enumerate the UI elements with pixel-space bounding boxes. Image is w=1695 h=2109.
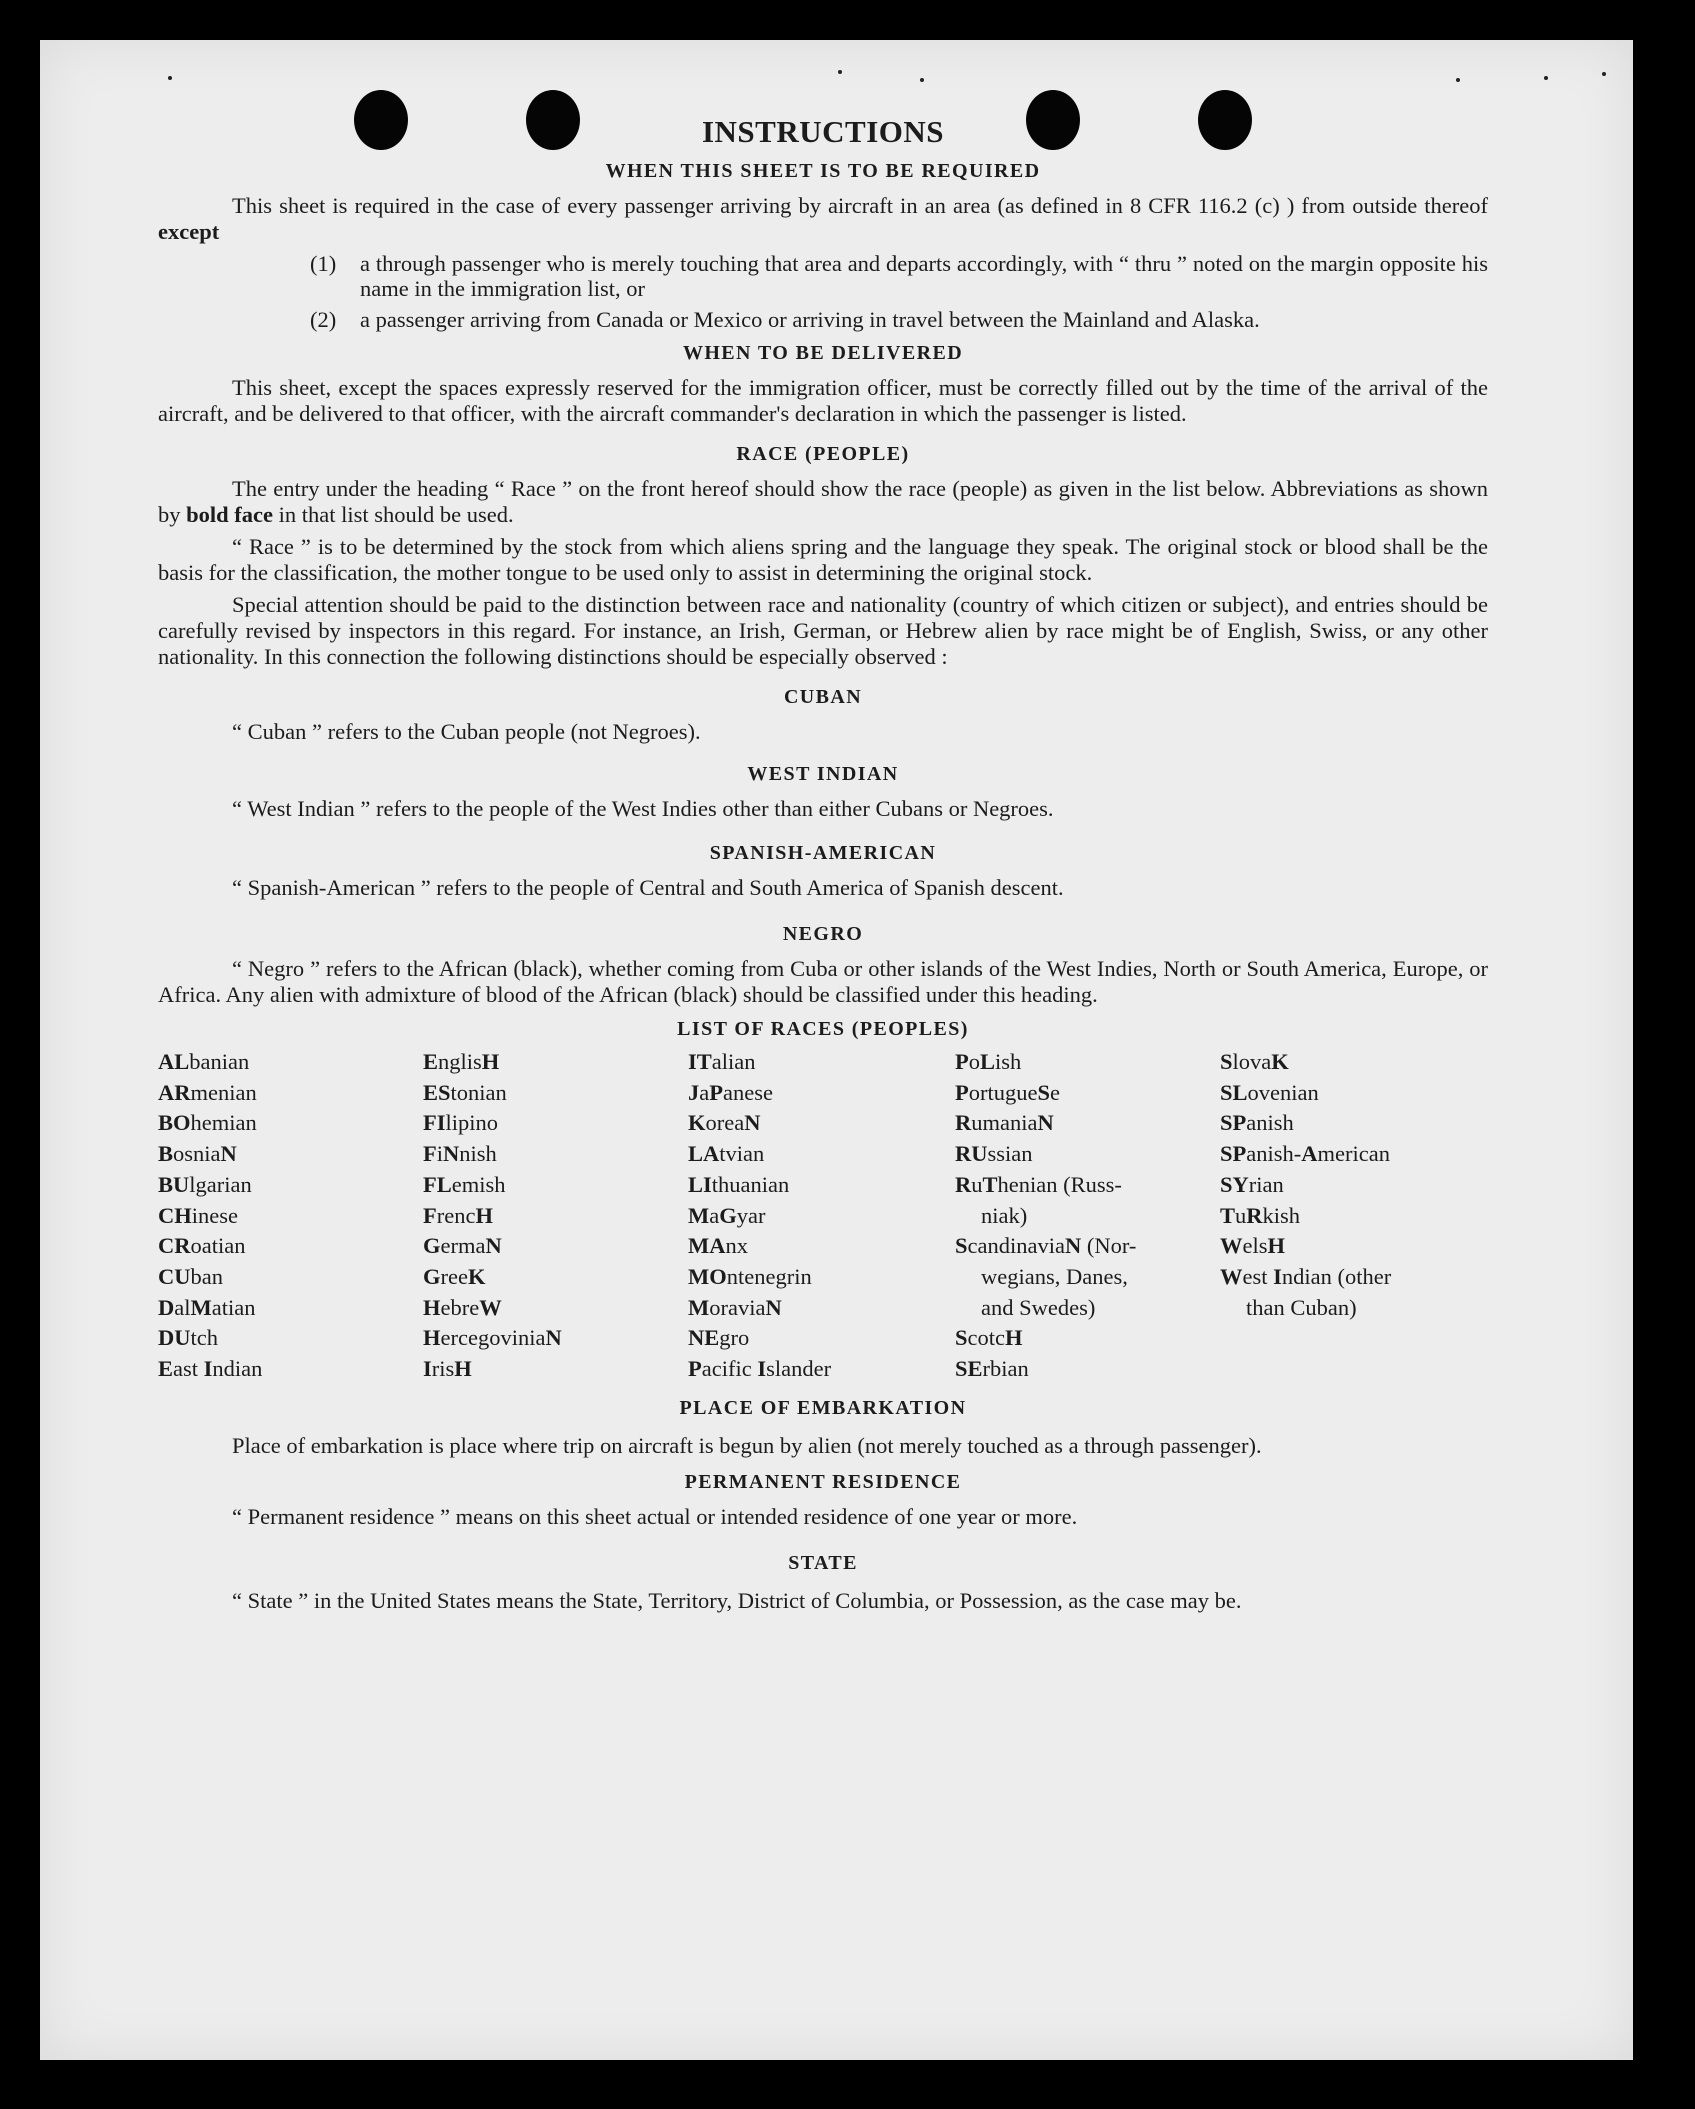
scan-speck	[920, 78, 924, 82]
race-entry: MaGyar	[688, 1202, 766, 1228]
race-entry: MoraviaN	[688, 1294, 782, 1320]
race-entry: TuRkish	[1220, 1202, 1301, 1228]
race-entry: GreeK	[423, 1263, 486, 1289]
race-entry: ScotcH	[955, 1325, 1023, 1351]
west-indian-text: “ West Indian ” refers to the people of the West Indies other than either Cubans or Negroes.	[232, 796, 1054, 821]
race-entry: HercegoviniaN	[423, 1325, 562, 1351]
race-entry: DalMatian	[158, 1294, 256, 1320]
heading-state: STATE	[788, 1551, 858, 1574]
race-entry: SlovaK	[1220, 1049, 1289, 1074]
race-entry: ALbanian	[158, 1049, 250, 1074]
race-entry: niak)	[981, 1202, 1028, 1228]
race-entry: CUban	[158, 1263, 223, 1289]
race-entry: FLemish	[423, 1171, 506, 1197]
race-entry: RUssian	[955, 1141, 1033, 1167]
races-column	[955, 1047, 1220, 1385]
scan-speck	[1544, 76, 1548, 80]
race-entry: SLovenian	[1220, 1079, 1319, 1105]
race-entry: MAnx	[688, 1233, 748, 1259]
race-entry: RuThenian (Russ-	[955, 1171, 1122, 1197]
heading-required: WHEN THIS SHEET IS TO BE REQUIRED	[605, 160, 1041, 182]
scan-speck	[1456, 78, 1460, 82]
race-entry: BUlgarian	[158, 1171, 252, 1197]
race-entry: ARmenian	[158, 1079, 257, 1105]
race-entry: West Indian (other	[1220, 1263, 1392, 1289]
race-entry: EStonian	[423, 1079, 507, 1105]
race-entry: ITalian	[688, 1049, 756, 1074]
race-entry: LIthuanian	[688, 1171, 790, 1197]
heading-delivered: WHEN TO BE DELIVERED	[682, 342, 964, 364]
race-entry: SYrian	[1220, 1171, 1284, 1197]
race-entry: WelsH	[1220, 1233, 1286, 1259]
page-title: INSTRUCTIONS	[701, 114, 944, 149]
race-entry: MOntenegrin	[688, 1263, 812, 1289]
state-text: “ State ” in the United States means the State, Territory, District of Columbia, or Possession, as the case may be.	[232, 1587, 1242, 1613]
races-column	[158, 1047, 423, 1385]
heading-embarkation: PLACE OF EMBARKATION	[679, 1396, 967, 1419]
embarkation-text: Place of embarkation is place where trip on aircraft is begun by alien (not merely touched as a through passenger).	[232, 1432, 1262, 1458]
race-entry: BOhemian	[158, 1110, 257, 1136]
race-entry: IrisH	[423, 1356, 472, 1382]
race-entry: Pacific Islander	[688, 1356, 832, 1382]
race-entry: SPanish-American	[1220, 1141, 1390, 1167]
race-entry: FIlipino	[423, 1110, 499, 1136]
required-item-1: (1) a through passenger who is merely touching that area and departs accordingly, with “ thru ” noted on the margin opposite his name in the immigration list, or	[310, 251, 1488, 301]
race-entry: JaPanese	[688, 1079, 773, 1105]
required-intro: This sheet is required in the case of every passenger arriving by aircraft in an area (as defined in 8 CFR 116.2 (c) ) from outside thereof except	[158, 193, 1488, 244]
race-entry: than Cuban)	[1246, 1294, 1357, 1320]
race-entry: wegians, Danes,	[981, 1263, 1128, 1289]
race-entry: DUtch	[158, 1325, 218, 1351]
race-entry: KoreaN	[688, 1110, 761, 1136]
scan-speck	[838, 70, 842, 74]
races-column	[423, 1047, 688, 1385]
race-entry: East Indian	[158, 1356, 263, 1382]
instructions-content	[158, 114, 1488, 1616]
heading-west-indian: WEST INDIAN	[747, 763, 899, 785]
races-column	[1220, 1047, 1488, 1385]
race-entry: HebreW	[423, 1294, 502, 1320]
heading-race: RACE (PEOPLE)	[736, 443, 910, 465]
delivered-text: This sheet, except the spaces expressly reserved for the immigration officer, must be correctly filled out by the time of the arrival of the aircraft, and be delivered to that officer, with the aircraft commander's declaration in which the passenger is listed.	[158, 375, 1488, 426]
residence-text: “ Permanent residence ” means on this sheet actual or intended residence of one year or more.	[232, 1503, 1078, 1529]
race-entry: LAtvian	[688, 1141, 765, 1167]
race-entry: SPanish	[1220, 1110, 1294, 1136]
scan-speck	[1602, 72, 1606, 76]
race-entry: SErbian	[955, 1356, 1029, 1382]
race-entry: CHinese	[158, 1202, 238, 1228]
except-bold: except	[158, 219, 220, 244]
heading-negro: NEGRO	[782, 923, 864, 945]
race-entry: ScandinaviaN (Nor-	[955, 1233, 1137, 1259]
negro-text: “ Negro ” refers to the African (black), whether coming from Cuba or other islands of the West Indies, North or South America, Europe, or Africa. Any alien with admixture of blood of the African (black) should be classified under this heading.	[158, 956, 1488, 1007]
race-paragraph-3: Special attention should be paid to the distinction between race and nationality (country of which citizen or subject), and entries should be carefully revised by inspectors in this regard. For instance, an Irish, German, or Hebrew alien by race might be of English, Swiss, or any other nationality. In this connection the following distinctions should be especially observed :	[158, 592, 1488, 669]
scan-speck	[168, 76, 172, 80]
heading-spanish-american: SPANISH-AMERICAN	[709, 842, 937, 864]
race-entry: RumaniaN	[955, 1110, 1054, 1136]
cuban-text: “ Cuban ” refers to the Cuban people (not Negroes).	[232, 719, 701, 744]
race-entry: GermaN	[423, 1233, 502, 1259]
required-item-2: (2) a passenger arriving from Canada or Mexico or arriving in travel between the Mainland and Alaska.	[310, 307, 1260, 332]
races-column	[688, 1047, 955, 1385]
race-entry: BosniaN	[158, 1141, 237, 1167]
race-entry: CRoatian	[158, 1233, 246, 1259]
race-entry: PortugueSe	[955, 1079, 1060, 1105]
race-entry: PoLish	[955, 1049, 1022, 1074]
races-list	[158, 1047, 1488, 1385]
race-paragraph-1: The entry under the heading “ Race ” on the front hereof should show the race (people) as given in the list below. Abbreviations as shown by bold face in that list should be used.	[158, 476, 1488, 527]
race-entry: EnglisH	[423, 1049, 500, 1074]
race-paragraph-2: “ Race ” is to be determined by the stock from which aliens spring and the language they speak. The original stock or blood shall be the basis for the classification, the mother tongue to be used only to assist in determining the original stock.	[158, 534, 1488, 585]
heading-list-of-races: LIST OF RACES (PEOPLES)	[677, 1018, 969, 1040]
race-entry: FrencH	[423, 1202, 493, 1228]
race-entry: NEgro	[688, 1325, 750, 1351]
heading-cuban: CUBAN	[783, 686, 863, 708]
race-entry: and Swedes)	[981, 1294, 1096, 1320]
heading-residence: PERMANENT RESIDENCE	[684, 1470, 962, 1493]
race-entry: FiNnish	[423, 1141, 497, 1167]
spanish-american-text: “ Spanish-American ” refers to the people of Central and South America of Spanish descent.	[232, 875, 1064, 900]
